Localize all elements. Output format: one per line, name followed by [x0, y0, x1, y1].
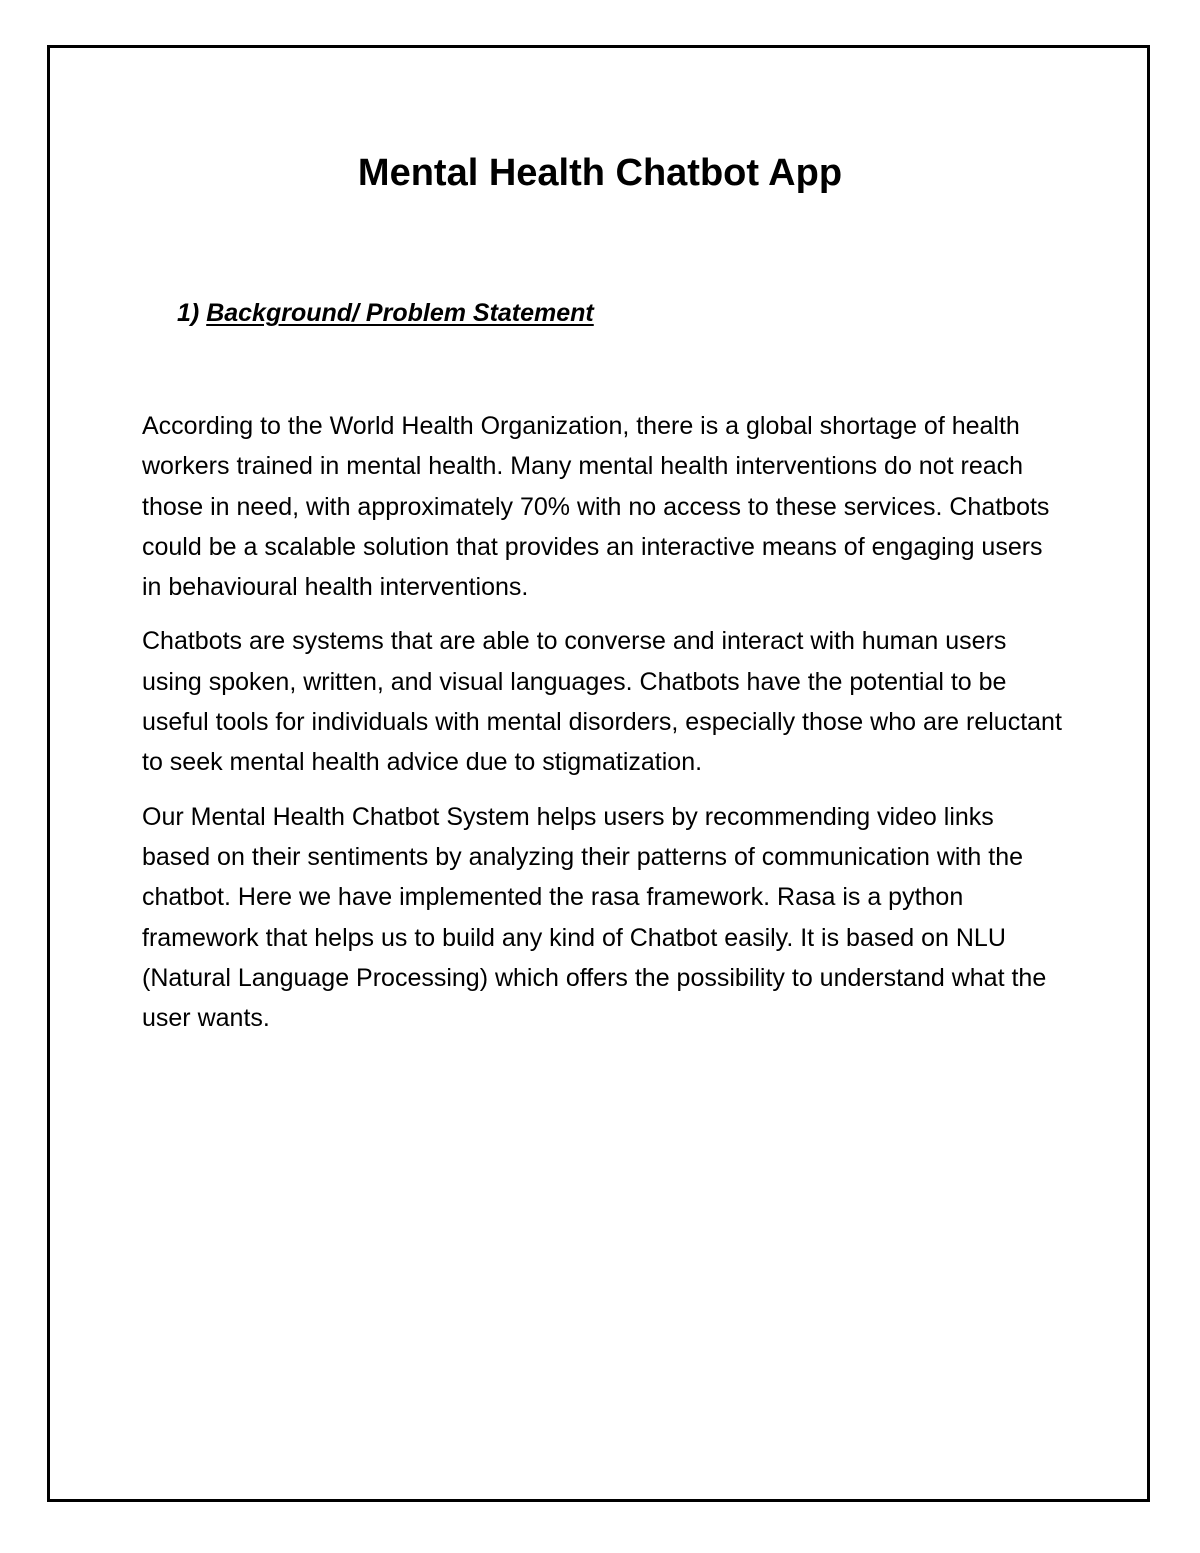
section-heading — [177, 296, 594, 330]
document-title: Mental Health Chatbot App — [357, 152, 843, 194]
section-heading-text: Background/ Problem Statement — [206, 299, 594, 327]
body-text — [142, 406, 1062, 1052]
paragraph-3: Our Mental Health Chatbot System helps users by recommending video links based on their sentiments by analyzing their patterns of communication with the chatbot. Here we have implemented the rasa framework. Rasa is a python framework that helps us to build any kind of Chatbot easily. It is based on NLU (Natural Language Processing) which offers the possibility to understand what the user wants. — [142, 802, 1047, 1033]
paragraph-1: According to the World Health Organization, there is a global shortage of health workers trained in mental health. Many mental health interventions do not reach those in need, with approximately 70% with no access to these services. Chatbots could be a scalable solution that provides an interactive means of engaging users in behavioural health interventions. — [142, 412, 1050, 602]
section-number: 1) — [177, 299, 200, 327]
paragraph-2: Chatbots are systems that are able to converse and interact with human users using spoken, written, and visual languages. Chatbots have the potential to be useful tools for individuals with mental disorders, especially those who are reluctant to seek mental health advice due to stigmatization. — [142, 627, 1062, 777]
